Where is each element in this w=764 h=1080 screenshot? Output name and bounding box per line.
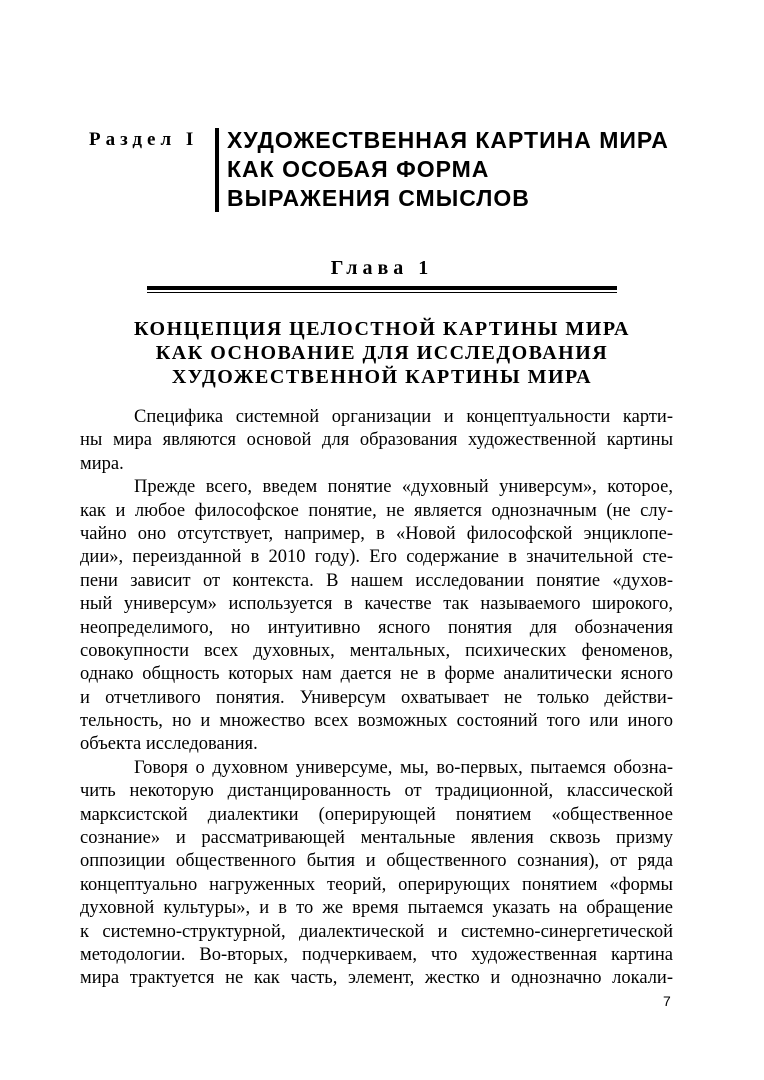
text-line: концептуально нагруженных теорий, оперирующих понятием «формы	[80, 874, 673, 895]
text-line: однако общность которых нам дается не в форме аналитически ясного	[80, 664, 673, 685]
text-line: тельность, но и множество всех возможных состояний того или иного	[80, 711, 673, 732]
text-line: Говоря о духовном универсуме, мы, во-первых, пытаемся обозна-	[134, 757, 673, 778]
chapter-title-line: КАК ОСНОВАНИЕ ДЛЯ ИССЛЕДОВАНИЯ	[155, 342, 609, 364]
text-line: ны мира являются основой для образования художественной картины	[80, 430, 673, 451]
text-line: сознание» и рассматривающей ментальные явления сквозь призму	[80, 828, 673, 849]
section-title-line: ХУДОЖЕСТВЕННАЯ КАРТИНА МИРА	[227, 127, 669, 153]
text-line: неопределимого, но интуитивно ясного понятия для обозначения	[80, 617, 673, 638]
page-number: 7	[663, 993, 671, 1009]
body-text	[80, 406, 673, 991]
text-line: марксистской диалектики (оперирующей понятием «общественное	[80, 804, 673, 825]
chapter-label: Глава 1	[330, 257, 434, 279]
text-line: как и любое философское понятие, не является однозначным (не слу-	[80, 500, 673, 521]
text-line: духовной культуры», и в то же время пытаемся указать на обращение	[80, 898, 673, 919]
text-line: оппозиции общественного бытия и общественного сознания), от ряда	[80, 851, 673, 872]
section-title-line: КАК ОСОБАЯ ФОРМА	[227, 156, 490, 182]
text-line: методологии. Во-вторых, подчеркиваем, что художественная картина	[80, 944, 673, 965]
text-line: Специфика системной организации и концептуальности карти-	[134, 407, 673, 427]
text-line: пени зависит от контекста. В нашем исследовании понятие «духов-	[80, 570, 673, 591]
text-line: к системно-структурной, диалектической и системно-синергетической	[80, 921, 673, 942]
chapter-rule-thin	[147, 292, 617, 293]
text-line: совокупности всех духовных, ментальных, психических феноменов,	[80, 640, 673, 661]
chapter-title-line: ХУДОЖЕСТВЕННОЙ КАРТИНЫ МИРА	[171, 366, 593, 388]
section-divider-bar	[215, 128, 219, 212]
text-line: ный универсум» используется в качестве так называемого широкого,	[80, 594, 673, 615]
text-line: чить некоторую дистанцированность от традиционной, классической	[80, 781, 673, 802]
text-line: и отчетливого понятия. Универсум охватывает не только действи-	[80, 687, 673, 708]
chapter-rule-thick	[147, 286, 617, 290]
section-title	[227, 126, 669, 213]
text-line: чайно оно отсутствует, например, в «Новой философской энциклопе-	[80, 523, 673, 544]
section-title-line: ВЫРАЖЕНИЯ СМЫСЛОВ	[227, 185, 530, 211]
text-line: Прежде всего, введем понятие «духовный универсум», которое,	[134, 477, 673, 498]
chapter-title-line: КОНЦЕПЦИЯ ЦЕЛОСТНОЙ КАРТИНЫ МИРА	[134, 318, 630, 340]
chapter-title	[0, 317, 764, 389]
text-line: дии», переизданной в 2010 году). Его содержание в значительной сте-	[80, 547, 673, 568]
text-line: объекта исследования.	[80, 734, 258, 755]
text-line: мира.	[80, 453, 124, 474]
section-label: Раздел I	[89, 129, 199, 150]
text-line: мира трактуется не как часть, элемент, жестко и однозначно локали-	[80, 968, 673, 989]
